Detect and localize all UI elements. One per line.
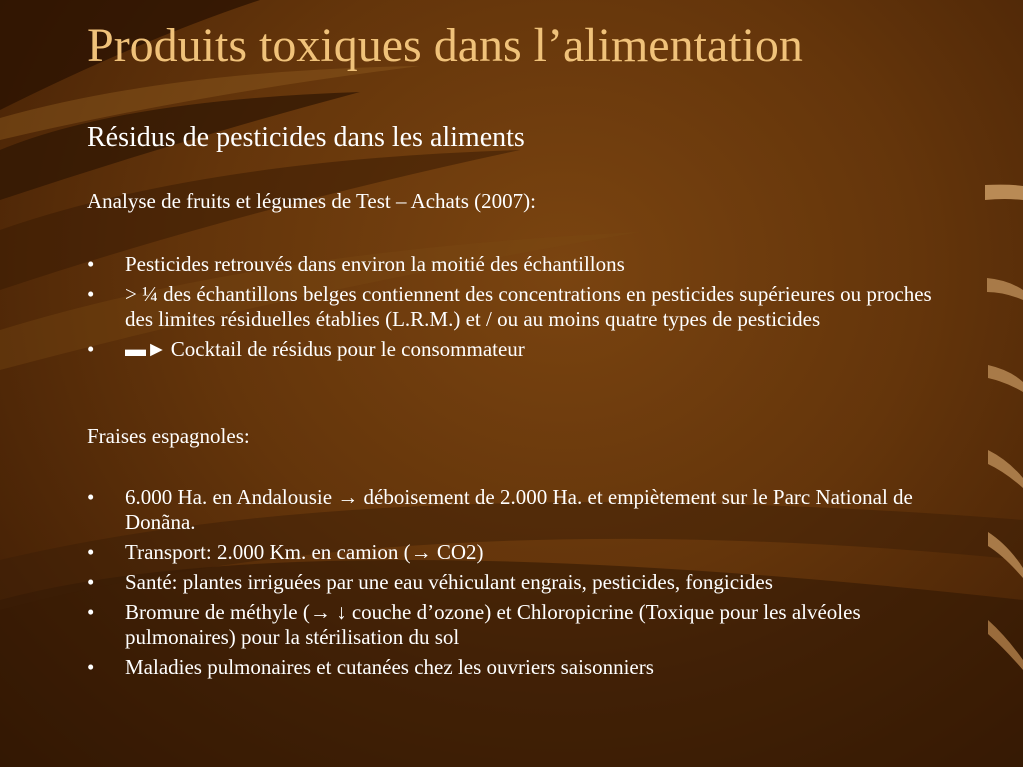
list-item xyxy=(87,282,957,332)
list-item xyxy=(87,655,957,680)
list-item xyxy=(87,485,957,535)
bullet-text: Transport: 2.000 Km. en camion (→ CO2) xyxy=(125,540,484,564)
bullet-list-fraises xyxy=(87,485,957,680)
section-fraises-heading: Fraises espagnoles: xyxy=(87,424,250,448)
bullet-text: Cocktail de résidus pour le consommateur xyxy=(170,337,525,361)
bullet-list-analyse xyxy=(87,252,957,362)
section-fraises xyxy=(87,424,957,449)
slide-subtitle: Résidus de pesticides dans les aliments xyxy=(87,122,525,153)
list-item xyxy=(87,600,957,650)
section-analyse-heading: Analyse de fruits et légumes de Test – Achats (2007): xyxy=(87,189,536,213)
list-item xyxy=(87,540,957,565)
section-fraises-bullets xyxy=(87,485,957,685)
bullet-dot: • xyxy=(87,252,95,276)
bullet-text: Maladies pulmonaires et cutanées chez les ouvriers saisonniers xyxy=(125,655,654,679)
bullet-text: 6.000 Ha. en Andalousie → déboisement de 2.000 Ha. et empiètement sur le Parc National de Donãna. xyxy=(125,485,913,534)
bullet-text: Pesticides retrouvés dans environ la moitié des échantillons xyxy=(125,252,625,276)
bullet-dot: • xyxy=(87,655,95,679)
list-item xyxy=(87,570,957,595)
list-item xyxy=(87,337,957,362)
bullet-text: Santé: plantes irriguées par une eau véhiculant engrais, pesticides, fongicides xyxy=(125,570,773,594)
bullet-dot: • xyxy=(87,600,95,624)
bullet-dot: • xyxy=(87,485,95,509)
bullet-dot: • xyxy=(87,282,95,306)
list-item xyxy=(87,252,957,277)
bullet-text: Bromure de méthyle (→ ↓ couche d’ozone) et Chloropicrine (Toxique pour les alvéoles pulmonaires) pour la stérilisation du sol xyxy=(125,600,861,649)
right-arrow-icon: ▬► xyxy=(125,337,167,361)
bullet-dot: • xyxy=(87,540,95,564)
slide-title: Produits toxiques dans l’alimentation xyxy=(87,19,803,72)
section-analyse-bullets xyxy=(87,252,957,367)
bullet-dot: • xyxy=(87,570,95,594)
bullet-dot: • xyxy=(87,337,95,361)
section-analyse xyxy=(87,189,957,214)
bullet-text: > ¼ des échantillons belges contiennent des concentrations en pesticides supérieures ou proches des limites résiduelles établies (L.R.M.) et / ou au moins quatre types de pesticides xyxy=(125,282,932,331)
